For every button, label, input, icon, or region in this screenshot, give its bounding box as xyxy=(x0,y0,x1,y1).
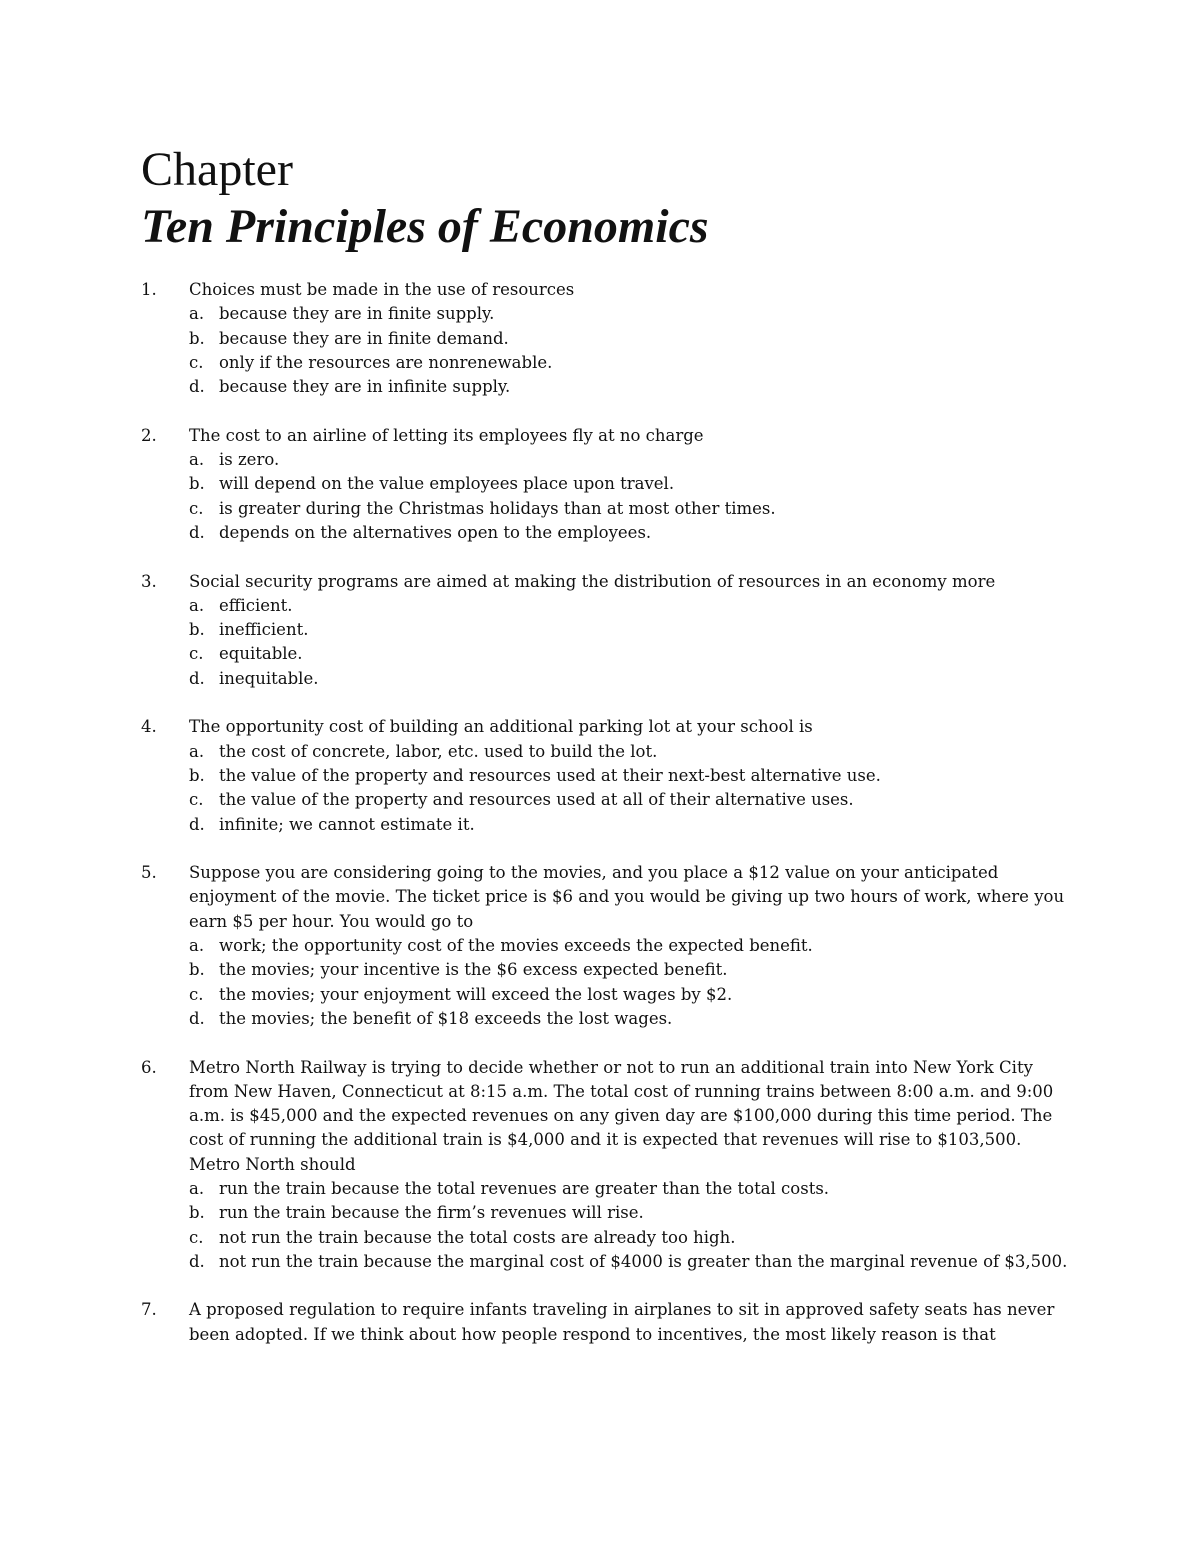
question-number: 2. xyxy=(141,425,157,445)
answer-choice-b xyxy=(189,472,1071,496)
question-stem: Metro North Railway is trying to decide whether or not to run an additional train into New York City from New Haven, Connecticut at 8:15 a.m. The total cost of running trains between 8:00 a.m. and 9:00 a.m. is $45,000 and the expected revenues on any given day are $100,000 during this time period. The cost of running the additional train is $4,000 and it is expected that revenues will rise to $103,500. Metro North should xyxy=(189,1057,1054,1174)
question-4 xyxy=(141,715,1071,836)
choice-text: will depend on the value employees place upon travel. xyxy=(219,474,675,494)
answer-choice-a xyxy=(189,934,1071,958)
question-stem: The cost to an airline of letting its employees fly at no charge xyxy=(189,425,704,445)
answer-choice-a xyxy=(189,302,1071,326)
question-number: 4. xyxy=(141,717,157,737)
choice-text: not run the train because the marginal cost of $4000 is greater than the marginal revenue of $3,500. xyxy=(219,1251,1068,1271)
choice-letter: d. xyxy=(189,668,205,688)
chapter-label: Chapter xyxy=(141,143,293,196)
choice-text: run the train because the total revenues are greater than the total costs. xyxy=(219,1178,830,1198)
choice-text: the cost of concrete, labor, etc. used to build the lot. xyxy=(219,741,658,761)
choice-letter: a. xyxy=(189,1178,205,1198)
choice-letter: d. xyxy=(189,522,205,542)
choice-text: inequitable. xyxy=(219,668,319,688)
choice-letter: c. xyxy=(189,498,204,518)
choice-letter: c. xyxy=(189,1227,204,1247)
choice-text: only if the resources are nonrenewable. xyxy=(219,352,553,372)
answer-choice-a xyxy=(189,1177,1071,1201)
choice-letter: c. xyxy=(189,644,204,664)
answer-choice-b xyxy=(189,764,1071,788)
choice-letter: b. xyxy=(189,1203,205,1223)
answer-choice-c xyxy=(189,788,1071,812)
choice-letter: c. xyxy=(189,790,204,810)
choice-text: work; the opportunity cost of the movies exceeds the expected benefit. xyxy=(219,936,813,956)
question-stem: A proposed regulation to require infants traveling in airplanes to sit in approved safety seats has never been adopted. If we think about how people respond to incentives, the most likely reason is that xyxy=(189,1300,1055,1344)
question-2 xyxy=(141,424,1071,545)
choice-letter: d. xyxy=(189,1008,205,1028)
choice-letter: a. xyxy=(189,741,205,761)
answer-choice-c xyxy=(189,351,1071,375)
choice-text: inefficient. xyxy=(219,620,309,640)
question-6 xyxy=(141,1056,1071,1275)
answer-choice-c xyxy=(189,983,1071,1007)
choice-text: depends on the alternatives open to the employees. xyxy=(219,522,652,542)
choice-text: run the train because the firm’s revenues will rise. xyxy=(219,1203,644,1223)
question-7 xyxy=(141,1298,1071,1347)
question-number: 6. xyxy=(141,1057,157,1077)
choice-letter: b. xyxy=(189,765,205,785)
choice-text: the movies; your enjoyment will exceed the lost wages by $2. xyxy=(219,984,733,1004)
question-stem: Choices must be made in the use of resources xyxy=(189,280,575,299)
answer-choice-b xyxy=(189,327,1071,351)
answer-choice-d xyxy=(189,1250,1071,1274)
choice-text: the value of the property and resources used at all of their alternative uses. xyxy=(219,790,854,810)
question-number: 5. xyxy=(141,863,157,883)
answer-choice-d xyxy=(189,521,1071,545)
question-stem: The opportunity cost of building an additional parking lot at your school is xyxy=(189,717,813,737)
choice-letter: a. xyxy=(189,595,205,615)
answer-choice-d xyxy=(189,375,1071,399)
answer-choice-a xyxy=(189,594,1071,618)
question-stem: Social security programs are aimed at making the distribution of resources in an economy more xyxy=(189,571,996,591)
chapter-title: Ten Principles of Economics xyxy=(141,200,709,253)
answer-choice-d xyxy=(189,667,1071,691)
question-number: 7. xyxy=(141,1300,157,1320)
choice-text: because they are in finite demand. xyxy=(219,328,509,348)
question-number: 1. xyxy=(141,280,157,299)
answer-choice-c xyxy=(189,642,1071,666)
choice-text: is zero. xyxy=(219,450,280,470)
choice-letter: a. xyxy=(189,936,205,956)
answer-choice-c xyxy=(189,1226,1071,1250)
answer-choice-a xyxy=(189,740,1071,764)
question-list xyxy=(141,278,1071,1371)
choice-text: because they are in infinite supply. xyxy=(219,377,511,397)
choice-letter: b. xyxy=(189,620,205,640)
choice-letter: d. xyxy=(189,814,205,834)
answer-choice-d xyxy=(189,813,1071,837)
choice-text: not run the train because the total costs are already too high. xyxy=(219,1227,736,1247)
question-5 xyxy=(141,861,1071,1031)
choice-letter: b. xyxy=(189,328,205,348)
choice-letter: a. xyxy=(189,450,205,470)
answer-choice-c xyxy=(189,497,1071,521)
choice-letter: b. xyxy=(189,474,205,494)
choice-letter: c. xyxy=(189,984,204,1004)
choice-text: equitable. xyxy=(219,644,303,664)
choice-text: infinite; we cannot estimate it. xyxy=(219,814,475,834)
choice-letter: c. xyxy=(189,352,204,372)
question-number: 3. xyxy=(141,571,157,591)
choice-text: the value of the property and resources used at their next-best alternative use. xyxy=(219,765,881,785)
choice-text: because they are in finite supply. xyxy=(219,304,495,324)
choice-text: efficient. xyxy=(219,595,293,615)
answer-choice-b xyxy=(189,618,1071,642)
chapter-heading xyxy=(141,142,1101,256)
choice-letter: a. xyxy=(189,304,205,324)
question-1 xyxy=(141,278,1071,399)
answer-choice-b xyxy=(189,958,1071,982)
answer-choice-d xyxy=(189,1007,1071,1031)
choice-letter: d. xyxy=(189,377,205,397)
question-stem: Suppose you are considering going to the movies, and you place a $12 value on your anticipated enjoyment of the movie. The ticket price is $6 and you would be giving up two hours of work, where you earn $5 per hour. You would go to xyxy=(189,863,1065,931)
question-3 xyxy=(141,570,1071,691)
choice-text: the movies; your incentive is the $6 excess expected benefit. xyxy=(219,960,728,980)
answer-choice-a xyxy=(189,448,1071,472)
choice-text: the movies; the benefit of $18 exceeds the lost wages. xyxy=(219,1008,673,1028)
answer-choice-b xyxy=(189,1201,1071,1225)
choice-text: is greater during the Christmas holidays than at most other times. xyxy=(219,498,776,518)
choice-letter: b. xyxy=(189,960,205,980)
choice-letter: d. xyxy=(189,1251,205,1271)
